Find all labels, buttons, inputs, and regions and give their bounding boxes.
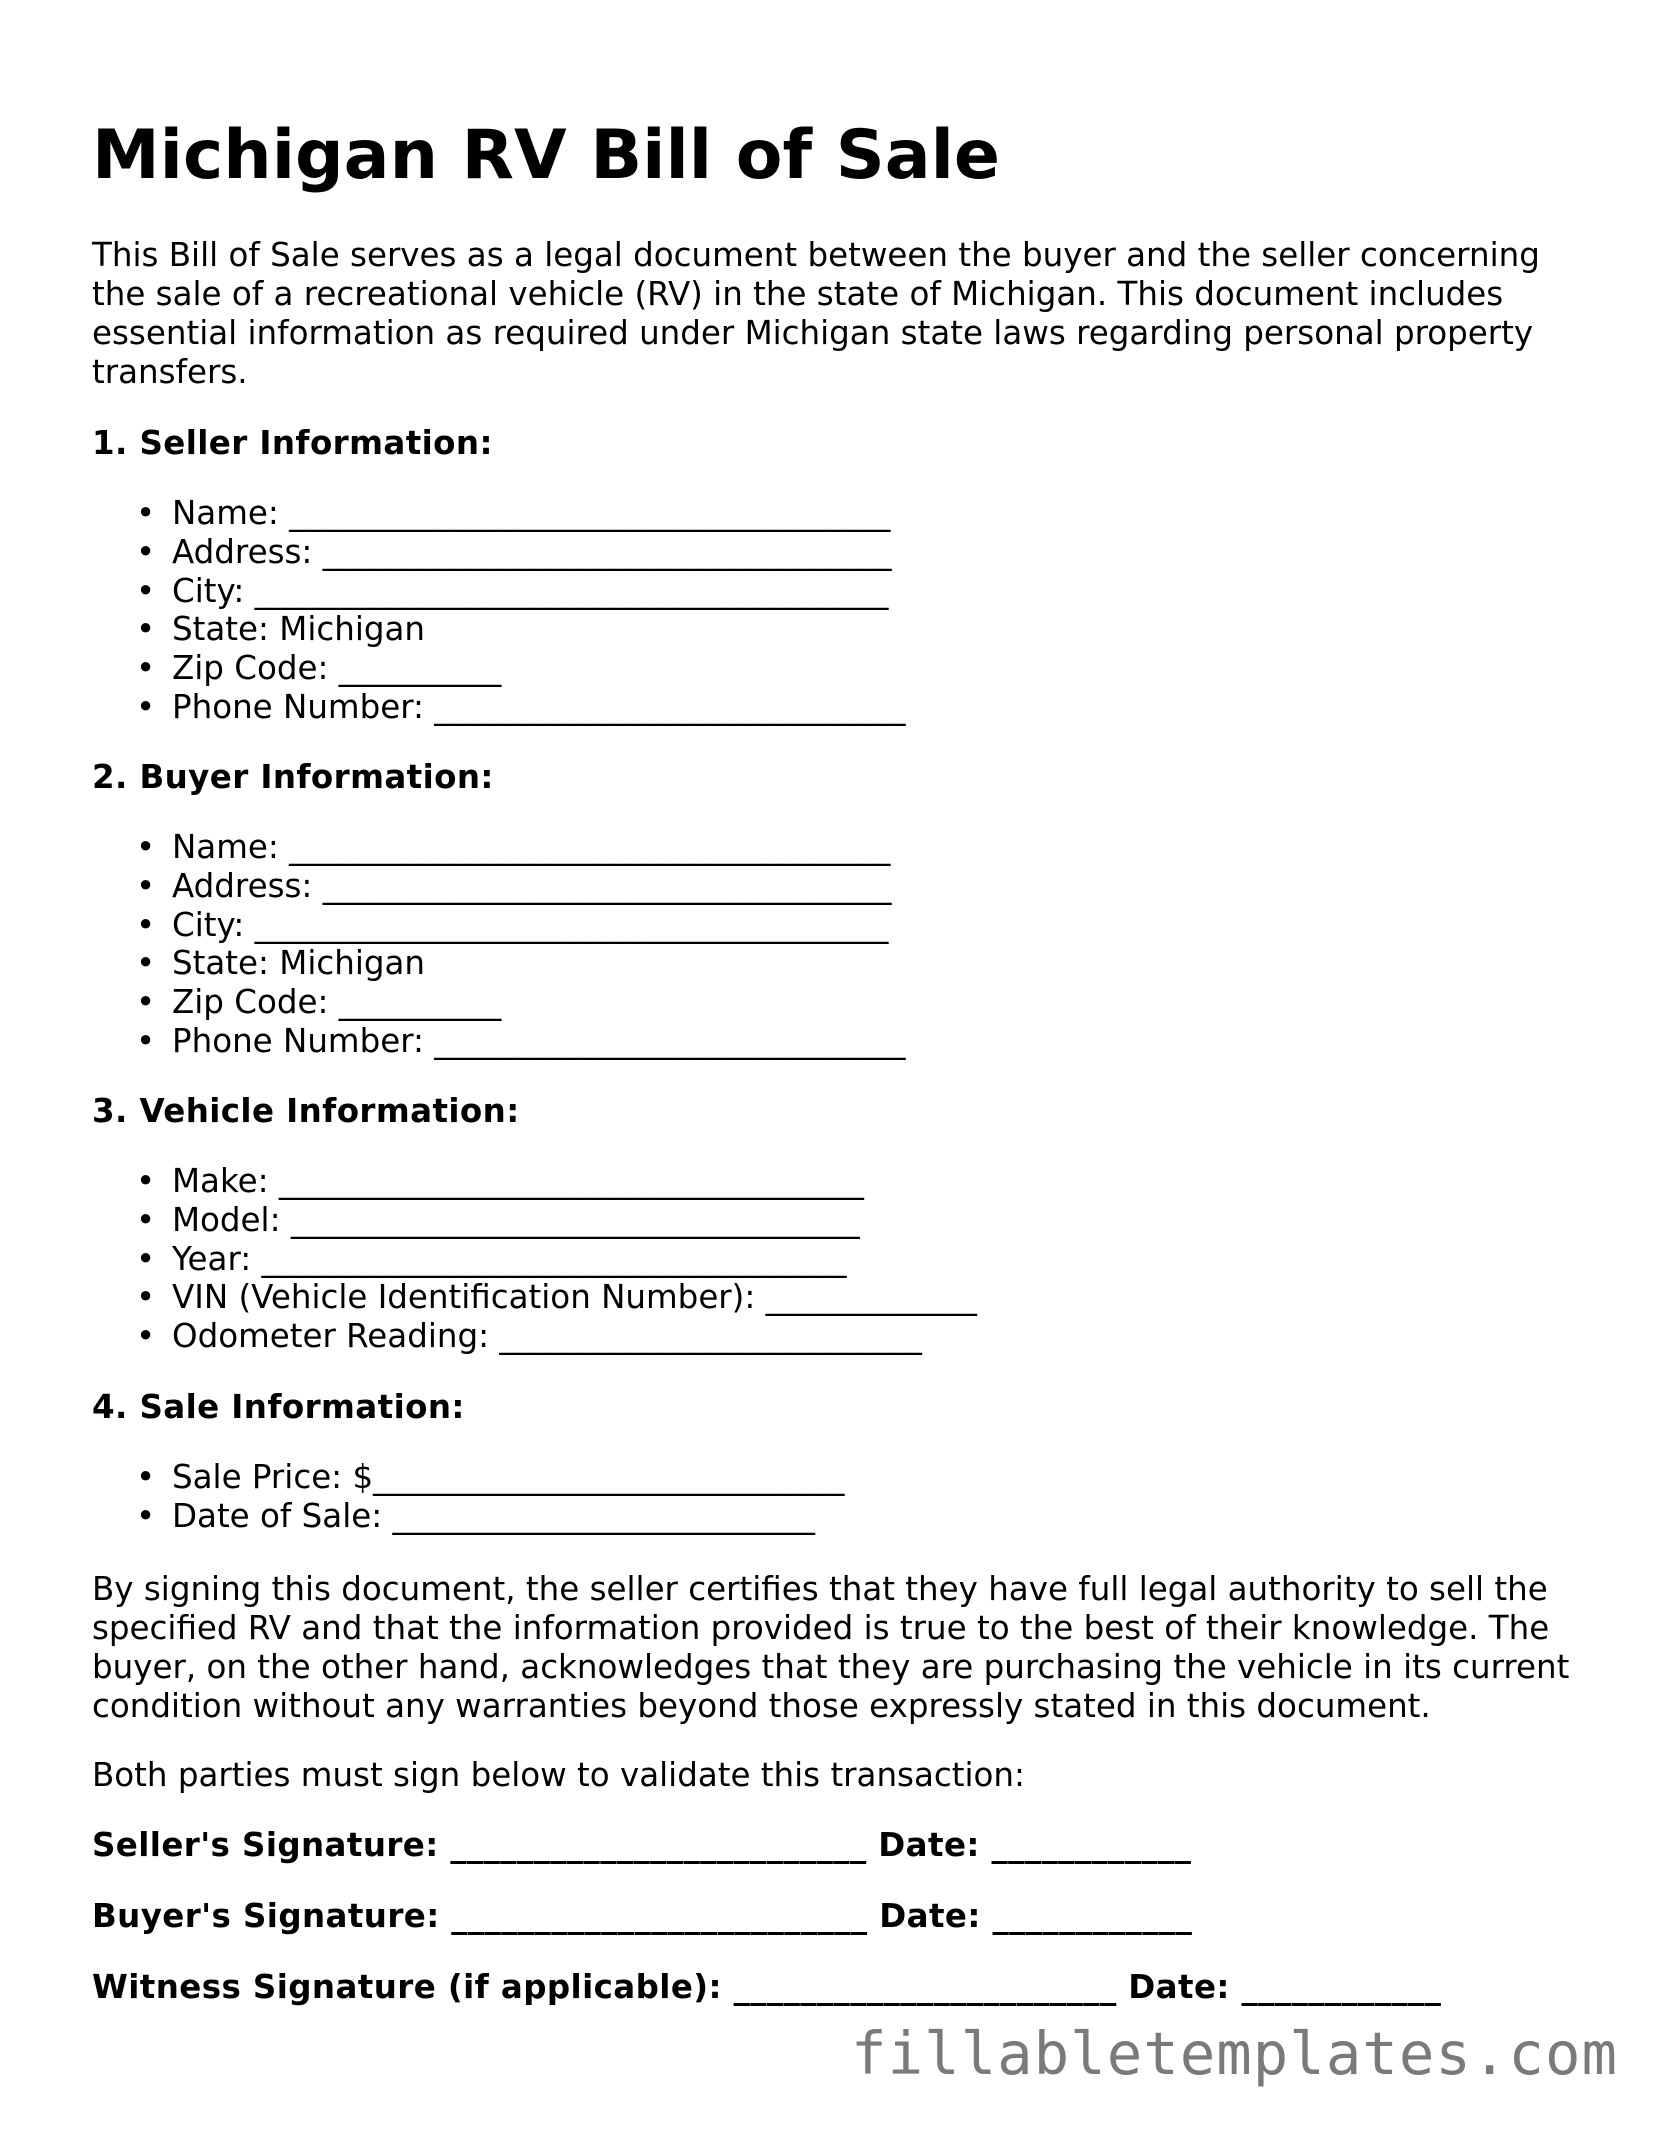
buyer-state-field: • State: Michigan [136, 944, 426, 983]
vehicle-vin-field[interactable]: • VIN (Vehicle Identification Number): _____________ [136, 1278, 977, 1317]
witness-signature-line[interactable]: Witness Signature (if applicable): _______________________ Date: ____________ [92, 1968, 1442, 2006]
buyer-address-field[interactable]: • Address: ___________________________________ [136, 866, 892, 905]
seller-field-list [92, 494, 906, 727]
seller-phone-field[interactable]: • Phone Number: _____________________________ [136, 687, 906, 726]
sale-price-field[interactable]: • Sale Price: $_____________________________ [136, 1458, 845, 1496]
seller-name-field[interactable]: • Name: _____________________________________ [136, 494, 891, 532]
seller-address-field[interactable]: • Address: ___________________________________ [136, 532, 892, 571]
buyer-section-heading: 2. Buyer Information: [92, 758, 494, 796]
both-parties-note: Both parties must sign below to validate this transaction: [92, 1756, 1025, 1794]
vehicle-section-heading: 3. Vehicle Information: [92, 1092, 520, 1130]
vehicle-year-field[interactable]: • Year: ____________________________________ [136, 1239, 847, 1278]
seller-section-heading: 1. Seller Information: [92, 424, 493, 462]
seller-zip-field[interactable]: • Zip Code: __________ [136, 649, 502, 688]
vehicle-model-field[interactable]: • Model: ___________________________________ [136, 1200, 860, 1239]
sale-field-list [92, 1458, 844, 1536]
vehicle-field-list [92, 1162, 977, 1356]
vehicle-make-field[interactable]: • Make: ____________________________________ [136, 1162, 864, 1200]
buyer-signature-line[interactable]: Buyer's Signature: _________________________ Date: ____________ [92, 1897, 1193, 1935]
buyer-zip-field[interactable]: • Zip Code: __________ [136, 983, 502, 1022]
document-title: Michigan RV Bill of Sale [92, 116, 1001, 195]
intro-paragraph: This Bill of Sale serves as a legal document between the buyer and the seller concerning the sale of a recreational vehicle (RV) in the state of Michigan. This document includes essential information as required under Michigan state laws regarding personal property transfers. [92, 236, 1540, 391]
watermark-text: fillabletemplates.com [851, 2019, 1618, 2088]
buyer-phone-field[interactable]: • Phone Number: _____________________________ [136, 1021, 906, 1060]
vehicle-odometer-field[interactable]: • Odometer Reading: __________________________ [136, 1317, 922, 1356]
sale-section-heading: 4. Sale Information: [92, 1388, 465, 1426]
buyer-city-field[interactable]: • City: _______________________________________ [136, 905, 889, 944]
seller-city-field[interactable]: • City: _______________________________________ [136, 571, 889, 610]
buyer-field-list [92, 828, 906, 1061]
seller-signature-line[interactable]: Seller's Signature: _________________________ Date: ____________ [92, 1826, 1192, 1864]
buyer-name-field[interactable]: • Name: _____________________________________ [136, 828, 891, 866]
seller-state-field: • State: Michigan [136, 610, 426, 649]
certification-paragraph: By signing this document, the seller certifies that they have full legal authority to sell the specified RV and that the information provided is true to the best of their knowledge. The buyer, on the other hand, acknowledges that they are purchasing the vehicle in its current condition without any warranties beyond those expressly stated in this document. [92, 1570, 1570, 1725]
sale-date-field[interactable]: • Date of Sale: __________________________ [136, 1496, 816, 1535]
